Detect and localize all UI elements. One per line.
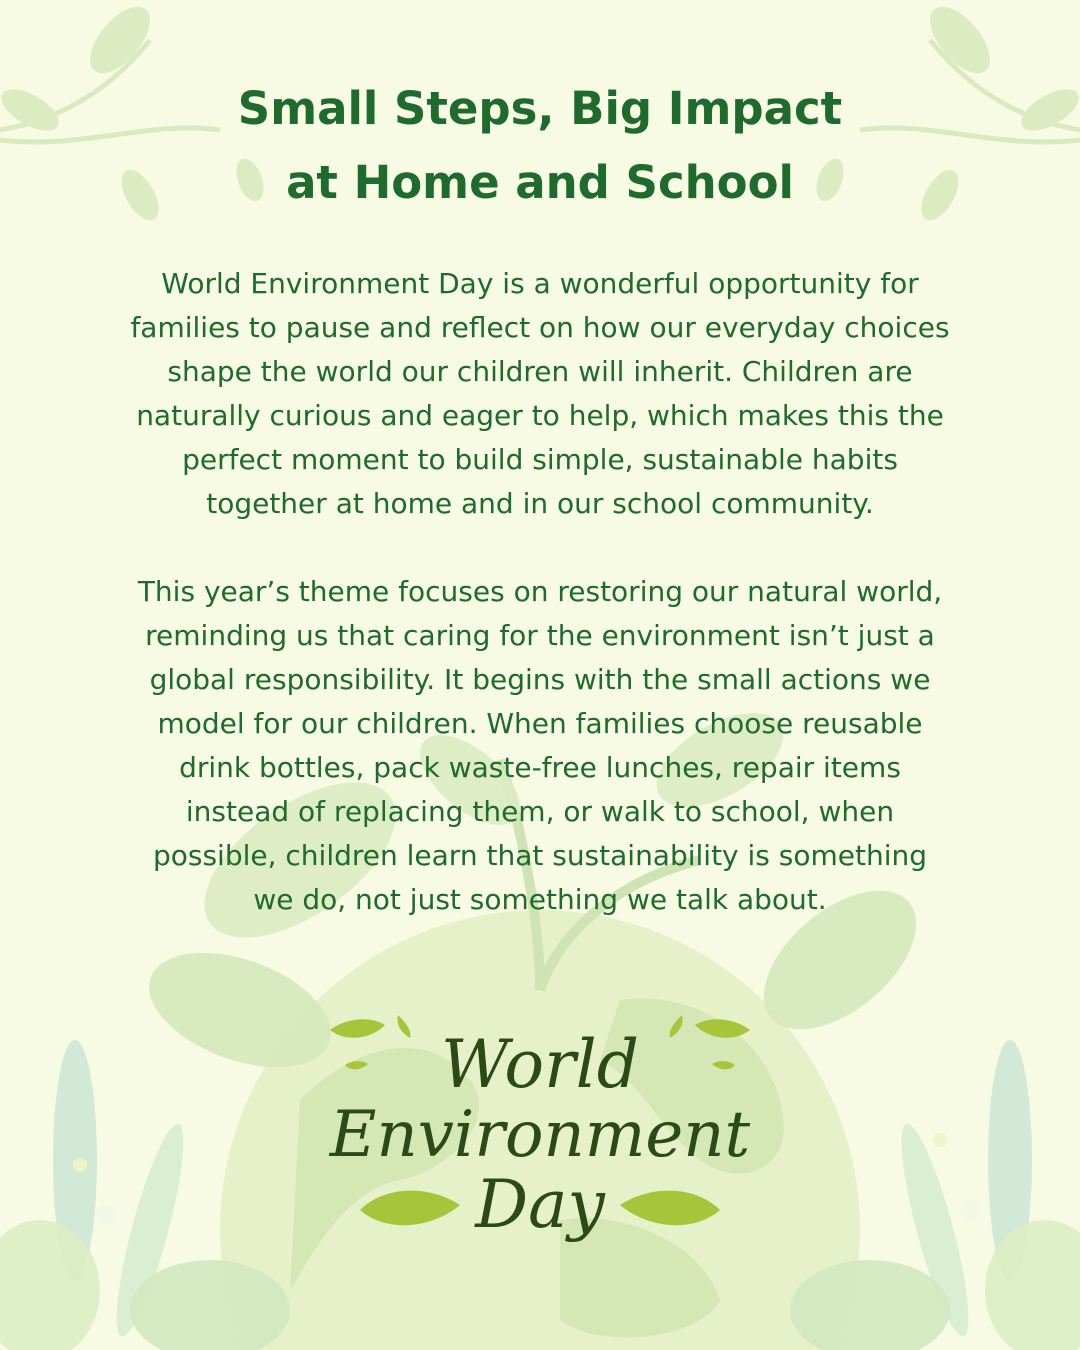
paragraph-line: together at home and in our school community. xyxy=(206,487,874,520)
title-line: at Home and School xyxy=(286,156,794,209)
paragraph-line: drink bottles, pack waste-free lunches, repair items xyxy=(179,751,901,784)
logo-line-day: Day xyxy=(475,1166,605,1243)
paragraph-line: World Environment Day is a wonderful opportunity for xyxy=(161,267,919,300)
paragraph-line: This year’s theme focuses on restoring our natural world, xyxy=(137,575,943,608)
paragraph-line: we do, not just something we talk about. xyxy=(253,883,827,916)
theme-paragraph xyxy=(80,570,1000,922)
paragraph-line: global responsibility. It begins with the small actions we xyxy=(149,663,931,696)
paragraph-line: families to pause and reflect on how our everyday choices xyxy=(130,311,950,344)
paragraph-line: model for our children. When families choose reusable xyxy=(157,707,923,740)
logo-line-world: World xyxy=(441,1026,639,1103)
logo-line-environment: Environment xyxy=(329,1098,751,1172)
paragraph-line: possible, children learn that sustainability is something xyxy=(152,839,928,872)
paragraph-line: naturally curious and eager to help, which makes this the xyxy=(136,399,944,432)
page-title xyxy=(0,72,1080,220)
paragraph-line: shape the world our children will inherit. Children are xyxy=(167,355,913,388)
title-line: Small Steps, Big Impact xyxy=(237,82,843,135)
paragraph-line: reminding us that caring for the environment isn’t just a xyxy=(145,619,935,652)
intro-paragraph xyxy=(80,262,1000,526)
paragraph-line: perfect moment to build simple, sustainable habits xyxy=(182,443,898,476)
paragraph-line: instead of replacing them, or walk to school, when xyxy=(185,795,895,828)
